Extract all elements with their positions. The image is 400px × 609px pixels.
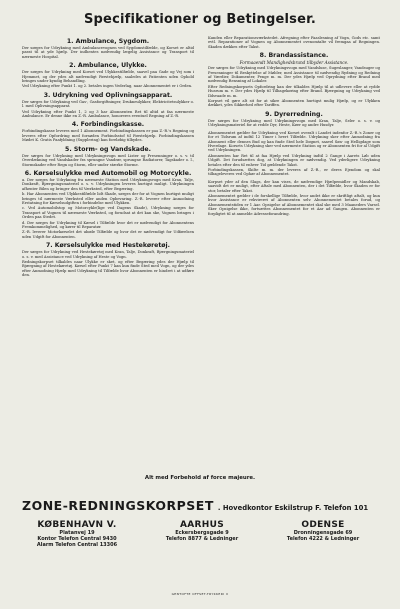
section-heading: 5. Storm- og Vandskade. — [65, 145, 151, 153]
section-paragraph: Der sørges for Udrykning med Udrykningsvogn med Lister og Presenninger o. s. v. til Overdækning ved Vandskader fra sprungne Vandrør, sprungne Radiatorer, Tagskader o. l., Stormskader efter Regn og Storm, eller under stærke Storme. — [22, 153, 194, 167]
section — [22, 38, 194, 59]
force-majeure-note: Alt med Forbehold af force majeure. — [144, 475, 256, 481]
section — [208, 111, 380, 128]
section — [22, 121, 194, 142]
section-paragraph: Ved Udrykning efter Punkt 1, 2 og 3 har Abonnenten Ret til altid at faa nærmeste Ambulance. Er denne ikke en Z.-R. Ambulance, honoreres eventuel Regning af Z.-R. — [22, 109, 194, 119]
section-subheading: Formaaendt Mandighedsbrand tilbyder Assistance. — [239, 60, 349, 66]
right-column — [208, 36, 380, 219]
section-paragraph: Z.-R. leverer Motorkørselet det ubøde Tilfælde og hvor det er nødvendigt for Udførelsen uden Udgift for Abonnenten. — [22, 230, 194, 239]
section-paragraph: Korpset vil gøre alt sit for at sikre Abonnenten hurtigst mulig Hjælp, og er Ulykken dækket, ydes Sikkerhed efter Tariffen. — [208, 99, 380, 108]
section-paragraph: Redningskorpset tilkaldes naar Ulykke er sket, og efter Begæring ydes der Hjælp til Bjærgning af Hestekøretøj. Kørsel efter Punkt 7 kan kun finde Sted med Vogn, og der ydes efter Anmodning Hjælp med Udrykning til Tilfælde hvor Abonnenten er hindret i at udføre den. — [22, 260, 194, 278]
section-paragraph: d. Der sørges for Udrykning til Kørsel i Tilfælde hvor det er nødvendigt for Abonnentens Fremkommelighed, og kører til Reparatør. — [22, 220, 194, 229]
section-paragraph: Der sørges for Udrykning ved Hestekøretøj med Kran, Talje, Donkraft, Bjærgningsmateriel o. s. v. med Assistance ved Udrykning af Heste og Vogn. — [22, 250, 194, 259]
section — [22, 146, 194, 167]
office-city: AARHUS — [180, 520, 224, 530]
section-heading: 6. Kørselsulykke med Automobil og Motorcykle. — [24, 169, 192, 177]
section-heading: 1. Ambulance, Sygdom. — [66, 38, 150, 45]
office-phone: Telefon 8877 & Ledninger — [165, 536, 239, 542]
section-paragraph: Kunden eller Reparationsværkstedet. Afregning efter Faaslesning af Vogn, Gods etc. samt evtl. Reparationer af Vognen og Abonnementet ovenomtalte vil fremgaa af Regningen. Skaden dækkes efter Takst. — [208, 36, 380, 49]
company-name: ZONE-REDNINGSKORPSET — [22, 498, 214, 513]
section-paragraph: Forbindingskassen, Skilte m. m. der leveres af Z.-R., er deres Ejendom og skal tilbageleveres ved Ophør af Abonnementet. — [208, 167, 380, 177]
office-copenhagen — [22, 520, 132, 548]
section — [208, 36, 380, 49]
section-paragraph: Efter Redningskorpsets Opfordring kan der tilkaldes Hjælp til at udlevere eller at rydde Husrum m. v. Der ydes Hjælp til Tilbagekøring efter Brand. Bjærgning og Udrykning ved Ildsvaade m. m. — [208, 84, 380, 98]
section-paragraph: Der sørges for Udrykning med Korset ved Ulykkestilfælde, saavel paa Gade og Vej som i Hjemmet, og der ydes alt nødvendigt Førstehjælp, saaledes at Patienten uden Ophold bringes under kyndig Behandling. — [22, 70, 194, 84]
office-alarm-phone: Alarm Telefon Central 13306 — [36, 542, 118, 548]
section-paragraph: Abonnementet gælder for Udrykning ved Korset overalt i Landet indenfor Z.-R.'s Zoner og for et Tidsrum af indtil 12 Timer i hvert Tilfælde. Udrykning sker efter Anmodning fra Abonnent eller dennes Bud og kan finde Sted hele Døgnet, saavel Søn- og Helligdage som Hverdage. Korsets Udrykning sker ved nærmeste Station og er Abonnenten fri for al Udgift ved Udrykningen. — [208, 130, 380, 153]
section-heading: 2. Ambulance, Ulykke. — [69, 62, 147, 70]
office-city: ODENSE — [301, 520, 345, 530]
office-phone: Telefon 4222 & Ledninger — [286, 536, 360, 542]
section-paragraph: Der sørges for Udrykning med Udrykningsvogn med Kran, Talje, Seler o. s. v. og Udrykningsmateriel for at redde Dyr, Heste, Køer og andre Husdyr. — [208, 118, 380, 128]
section-paragraph: Ved Udrykning efter Punkt 1. og 2. betales ingen Vederlag, naar Abonnementet er i Orden. — [22, 84, 193, 89]
office-address: Platanvej 19 — [59, 530, 95, 536]
section-heading: 7. Kørselsulykke med Hestekøretøj. — [45, 242, 171, 250]
section-paragraph: Abonnenten har Ret til at faa Hjælp ved Udrykning indtil 2 Gange i Aarets Løb uden Udgift. Det forudsættes dog, at Udrykningen er nødvendig. Ved yderligere Udrykning betales efter den til enhver Tid gældende Takst. — [208, 153, 380, 167]
section-paragraph: Der sørges for Udrykning med Udrykningsvogn med Vandsluse, Sugeslanger, Vandsuger og Presenninger til Beskyttelse af Møbler, med Assistance til nødvendig Rydning og Redning af Værdier, Dokumenter, Penge m. m. Der ydes Hjælp ved Oprydning efter Brand med nødvendig Rensning af Lokaler. — [208, 66, 380, 84]
page-title: Specifikationer og Betingelser. — [83, 12, 317, 27]
section-heading: 8. Brandassistance. — [259, 52, 329, 60]
section-paragraph: b. Har Abonnenten ved Ulykkestilfælde lidt Skade, sørges der for at Vognen hurtigst muligt bringes til nærmeste Værksted eller anden Opbevaring. Z.-R. leverer efter Anmodning Erstatning for Kørselsudgiften i forbindelse med Ulykken. — [22, 192, 194, 205]
office-city: KØBENHAVN V. — [37, 520, 117, 530]
section — [22, 62, 194, 89]
section-paragraph: a. Der sørges for Udrykning fra nærmeste Station med Udrykningsvogn med Kran, Talje, Donkraft, Bjærgningsmateriel o. s. v. Udrykningen leveres hurtigst muligt. Udrykningen afhenter Bilen og bringer den til Værksted, efter Begæring. — [22, 177, 194, 191]
office-odense — [268, 520, 378, 542]
section-paragraph: Abonnementet gælder i de forskellige Tilfælde, hvor andet ikke er skriftligt aftalt, og kun hvor Assistance er rekvireret af Abonnenten selv. Abonnementet betales forud, og Abonnementstiden er 1 Aar. Opsigelse af Abonnementet skal ske med 3 Maaneders Varsel. Sker Opsigelse ikke, fortsættes Abonnementet for et Aar ad Gangen. Abonnenten er forpligtet til at anmelde Adresseforandring. — [208, 193, 380, 216]
section-paragraph: Der sørges for Udrykning ved Gas-, Gasforgiftninger, Drukneulykker, Elektricitetsulykker o. l. med Oplivningsapparat. — [22, 99, 194, 109]
office-aarhus — [142, 520, 262, 542]
section-paragraph: Forbindingskasse leveres med 1 Abonnement. Forbindingskassen er paa Z.-R.'s Regning og leveres efter Opfordring med fornøden Forbindsstof til Førstehjælp. Forbindingskassen Mødet K. Gratis Paafyldning (Supplering) kan foreløbig tilbydes. — [22, 129, 194, 143]
section — [208, 131, 380, 177]
section-paragraph: c. Ved Automobilstop og Motorcykle(lige ved Dagens Skade), Udrykning sørges for Transport af Vognen til nærmeste Værksted, og forudsat at det kan ske, Vognen bringes i Orden paa Stedet. — [22, 206, 194, 220]
section — [22, 92, 194, 119]
section — [22, 170, 194, 239]
section-paragraph: Der sørges for Udrykning med Ambulancevognen ved Sygdomstilfælde, og Korset er altid parat til at yde hjælp. Der indhentes nødvendig lægelig Assistance og Transport til nærmeste Hospital. — [22, 46, 194, 59]
section-heading: 9. Dyrerredning. — [265, 110, 323, 118]
company-headquarters: . Hovedkontor Eskilstrup F. Telefon 101 — [217, 504, 369, 512]
section — [208, 180, 380, 216]
offices — [22, 520, 378, 560]
section-heading: 4. Forbindingskasse. — [71, 121, 145, 129]
company-line — [22, 495, 378, 514]
section — [22, 242, 194, 277]
office-address: Dronningensgade 69 — [293, 530, 353, 536]
left-column — [22, 36, 194, 281]
section-paragraph: Korpset yder af den Slags, der kan vises, de nødvendige Hjælpemidler og Mandskab, saavidt det er muligt, efter Aftale med Abonnenten, der i det Tilfælde, hvor Skaden er for stor, betaler efter Takst. — [208, 179, 380, 193]
printer-imprint: GENTOFTE OFFSET-TRYKKERI II — [171, 592, 229, 596]
office-address: Eckersbergsgade 9 — [175, 530, 229, 536]
section-heading: 3. Udrykning ved Oplivningsapparat. — [43, 91, 173, 99]
office-phone: Kontor Telefon Central 9430 — [37, 536, 117, 542]
section — [208, 52, 380, 108]
